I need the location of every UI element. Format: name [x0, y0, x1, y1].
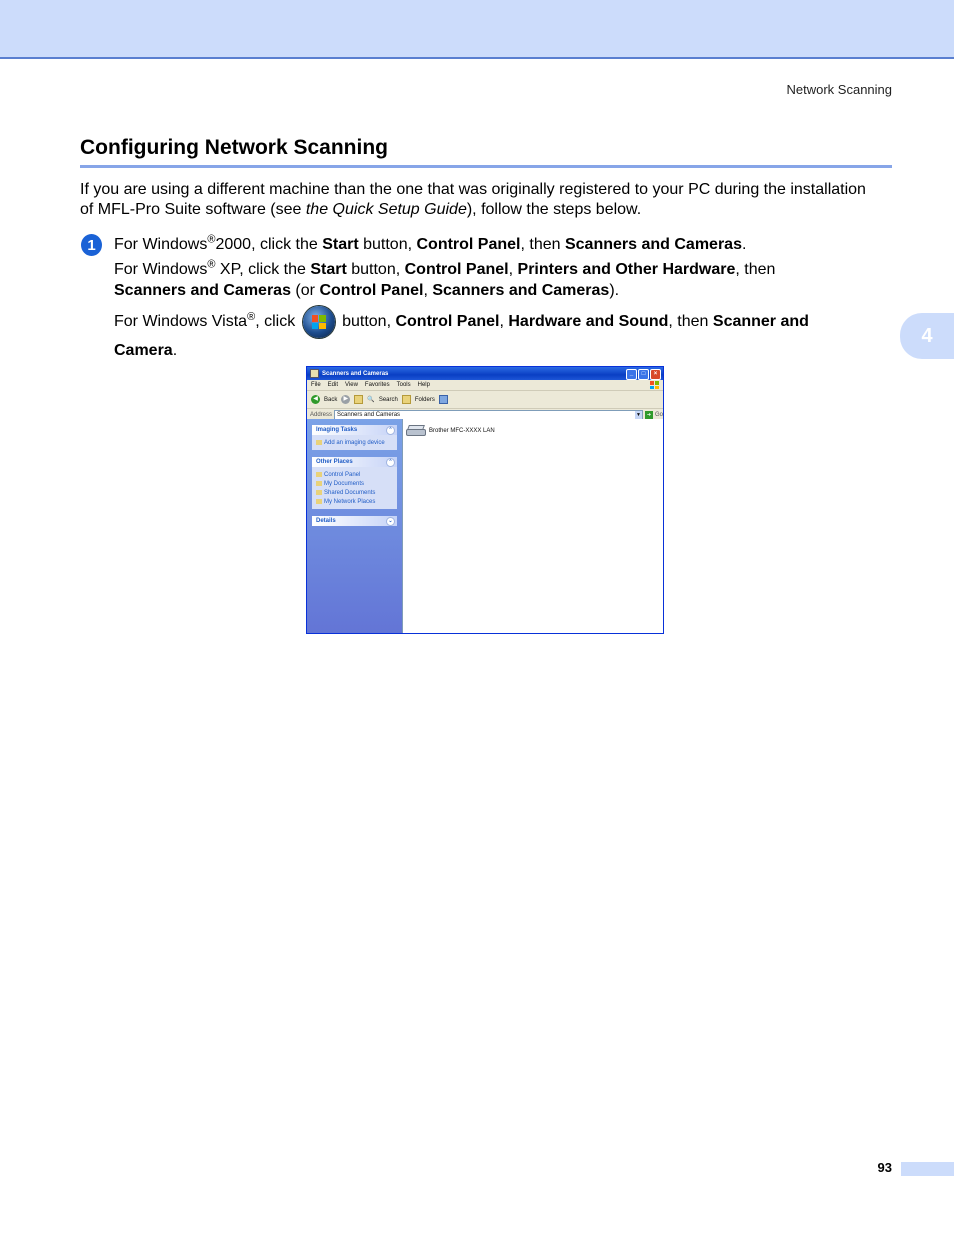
go-button[interactable]: Go	[654, 411, 663, 418]
add-imaging-device-link[interactable]: Add an imaging device	[316, 438, 393, 447]
up-folder-icon[interactable]	[354, 395, 363, 404]
section-title: Configuring Network Scanning	[80, 136, 388, 159]
menu-favorites[interactable]: Favorites	[364, 382, 390, 388]
scanner-icon	[406, 425, 426, 437]
views-icon[interactable]	[439, 395, 448, 404]
details-title[interactable]: Details	[316, 518, 336, 524]
folder-icon	[310, 369, 319, 378]
toolbar	[307, 391, 663, 409]
maximize-icon[interactable]: □	[638, 369, 649, 380]
expand-chevron-icon[interactable]: ⌄	[386, 517, 395, 526]
window-title: Scanners and Cameras	[322, 370, 389, 377]
collapse-chevron-icon[interactable]: ⌃	[386, 426, 395, 435]
footer-band	[901, 1162, 954, 1176]
scanner-device-item[interactable]	[406, 425, 495, 437]
menu-view[interactable]: View	[345, 382, 358, 388]
window-titlebar	[307, 367, 663, 380]
device-label: Brother MFC-XXXX LAN	[429, 428, 495, 434]
imaging-tasks-panel	[312, 425, 397, 450]
shared-documents-link[interactable]: Shared Documents	[316, 488, 393, 497]
content-pane	[402, 419, 663, 633]
menu-help[interactable]: Help	[417, 382, 430, 388]
menu-edit[interactable]: Edit	[327, 382, 339, 388]
header-band	[0, 0, 954, 59]
details-panel	[312, 516, 397, 526]
search-icon[interactable]: 🔍	[367, 397, 375, 403]
menu-tools[interactable]: Tools	[396, 382, 411, 388]
go-arrow-icon[interactable]: ➜	[646, 411, 652, 418]
minimize-icon[interactable]: _	[626, 369, 637, 380]
quick-setup-guide-reference: the Quick Setup Guide	[305, 201, 467, 218]
control-panel-link[interactable]: Control Panel	[316, 470, 393, 479]
close-icon[interactable]: ×	[650, 369, 661, 380]
running-title: Network Scanning	[786, 82, 892, 97]
collapse-chevron-icon[interactable]: ⌃	[386, 458, 395, 467]
menu-bar	[307, 380, 663, 391]
forward-arrow-icon[interactable]: ▶	[341, 395, 350, 404]
back-button[interactable]: Back	[324, 396, 338, 403]
folders-icon[interactable]	[402, 395, 411, 404]
imaging-tasks-title[interactable]: Imaging Tasks	[316, 427, 358, 433]
menu-file[interactable]: File	[311, 382, 321, 388]
step-vista: For Windows Vista®, click button, Control Panel, Hardware and Sound, then Scanner and Camera.	[114, 306, 874, 364]
step-number-badge: 1	[81, 234, 102, 256]
title-rule	[80, 165, 892, 168]
other-places-title[interactable]: Other Places	[316, 459, 353, 465]
folders-button[interactable]: Folders	[414, 396, 435, 403]
back-arrow-icon[interactable]: ◀	[311, 395, 320, 404]
chapter-tab: 4	[900, 313, 954, 359]
address-label: Address	[310, 411, 333, 418]
windows-start-orb-icon	[303, 306, 335, 338]
address-input[interactable]: Scanners and Cameras ▼	[334, 410, 643, 420]
step-win2000: For Windows®2000, click the Start button, Control Panel, then Scanners and Cameras.	[114, 233, 747, 253]
intro-paragraph: If you are using a different machine than the one that was originally registered to your PC during the installation of MFL-Pro Suite software (see the Quick Setup Guide), follow the steps below.	[80, 181, 866, 218]
page-number: 93	[877, 1160, 892, 1175]
scanners-cameras-window-screenshot	[306, 366, 664, 634]
task-pane	[307, 419, 402, 633]
my-documents-link[interactable]: My Documents	[316, 479, 393, 488]
search-button[interactable]: Search	[378, 396, 398, 403]
other-places-panel	[312, 457, 397, 509]
step-winxp: For Windows® XP, click the Start button, Control Panel, Printers and Other Hardware, then Scanners and Cameras (or Control Panel, Scanners and Cameras).	[114, 258, 776, 299]
windows-flag-icon	[650, 381, 659, 389]
address-dropdown-icon[interactable]: ▼	[636, 411, 641, 418]
my-network-places-link[interactable]: My Network Places	[316, 497, 393, 506]
